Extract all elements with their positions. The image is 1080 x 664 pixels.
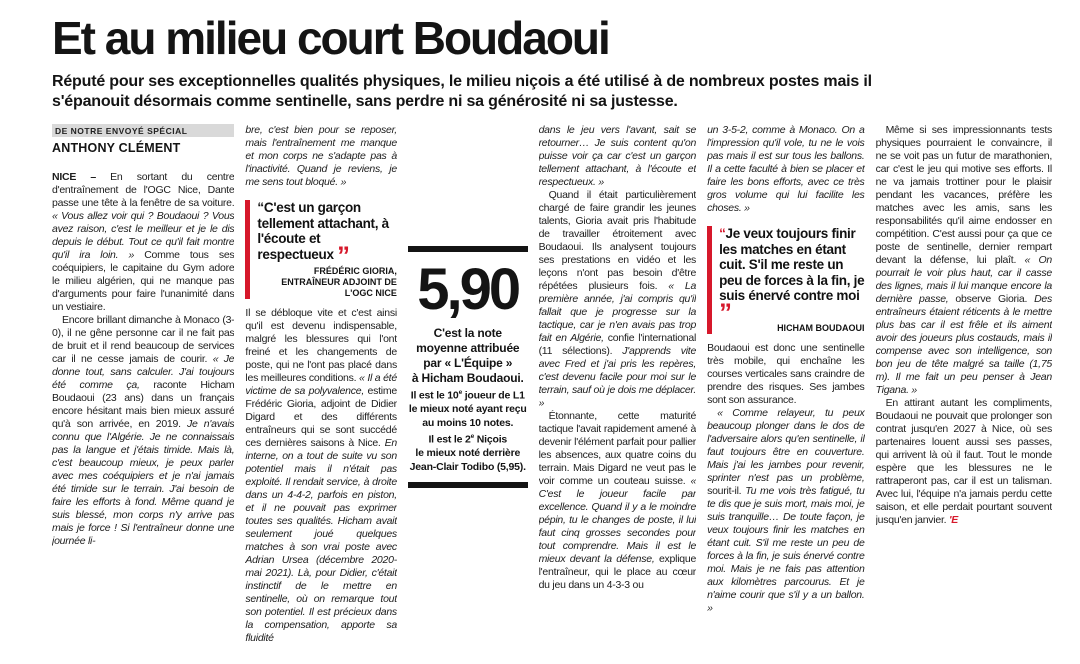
stat-description [408,326,528,474]
paragraph [707,124,865,215]
stat-value: 5,90 [417,257,519,322]
text-segment: En attirant autant les compliments, Boudaoui ne pouvait que prolonger son contrat jusqu'en 2027 à Nice, où ses partenaires louent aussi ses passes, qui arrivent là où il faut. Tout le monde espère que les blessures ne le rattraperont pas, car il est un talisman. Avec lui, l'équipe n'a jamais perdu cette saison, et elle perdait pourtant souvent jusqu'en janvier. [875,397,1052,526]
text-segment: C'est la note [433,326,502,340]
paragraph [408,417,528,431]
text-segment: Des entraîneurs étaient réticents à le mettre plus bas car il est frêle et ils aiment avoir des joueurs plus costauds, mais il compense avec son intelligence, son bon jeu de tête malgré sa taille (1,75 m). Il me fait un peu penser à Jean Tigana. » [875,293,1052,396]
text-segment: Il est le 2 [428,433,471,446]
text-segment: Quand il était particulièrement chargé de faire grandir les jeunes talents, Gioria avait pris l'habitude de travailler étroitement avec Boudaoui. Ils analysent toujours ses prestations en vidéo et les leçons n'ont pas besoin d'être répétées plusieurs fois. [538,189,697,292]
text-segment: Comme tous ses coéquipiers, le capitaine du Gym adore le milieu algérien, qui ne manque pas d'arguments pour faire l'unanimité dans un vestiaire. [52,249,235,313]
text-segment: Je n'avais connu que l'Algérie. Je ne connaissais pas la langue et j'étais timide. Mais là, c'est beaucoup mieux, je peux parler avec mes coéquipiers et je n'ai jamais été timide sur le terrain. J'ai besoin de faire les efforts à fond. Même quand je suis blessé, mon corps n'y arrive pas mais je force ! Si l'entraîneur donne une journée li- [52,418,235,547]
paragraph [408,371,528,386]
text-segment: Il est le 10 [410,389,459,402]
text-segment: NICE – [52,171,111,183]
text-segment: En interne, on a tout de suite vu son potentiel mais il n'était pas exploité. Il rendait service, à droite dans un 4-4-2, parfois en piston, et il ne pouvait pas exprimer toutes ses qualités. Hicham avait seulement joué quelques matches à son vrai poste avec Adrian Ursea (décembre 2020-mai 2021). Là, pour Didier, c'était instinctif de le mettre en sentinelle, où on remarque tout son potentiel. Il est précieux dans la compensation, apporte sa fluidité [245,437,397,644]
paragraph [408,461,528,475]
pull-quote-attribution [719,323,865,334]
column-2-text-top [245,124,397,189]
paragraph [539,124,697,189]
paragraph [876,397,1052,527]
stat-top-rule [408,246,528,252]
text-segment: Encore brillant dimanche à Monaco (3-0), il ne gêne personne car il ne fait pas de bruit et il rend beaucoup de services car il ne cesse jamais de courir. [52,314,235,365]
attribution-role: ENTRAÎNEUR ADJOINT DE L'OGC NICE [281,277,397,298]
paragraph [408,326,528,341]
text-segment: Boudaoui est donc une sentinelle très mobile, qui enchaîne les courses verticales sans craindre de prendre des risques. Ses jambes sont son assurance. [707,342,865,406]
text-segment: “ [257,200,264,215]
pull-quote-boudaoui [707,226,865,334]
column-6-text [876,124,1052,527]
column-2-text-bottom [245,307,397,645]
paragraph [707,407,865,615]
column-1-text [52,171,234,548]
text-segment: Niçois [474,433,508,446]
quote-mark-icon: ” [719,299,731,328]
author-byline: ANTHONY CLÉMENT [52,141,181,155]
text-segment: moyenne attribuée [416,341,520,355]
text-segment: En sortant du centre d'entraînement de l'OGC Nice, Dante passe une tête à la fenêtre de sa voiture. [52,171,235,209]
text-segment: 'E [948,514,958,526]
attribution-name: FRÉDÉRIC GIORIA, [313,266,397,276]
text-segment: Jean-Clair Todibo (5,95). [409,460,526,473]
text-segment: « On pourrait le voir plus haut, car il casse des lignes, mais il lui manque encore la dernière passe, [875,254,1052,305]
pull-quote-attribution [257,266,397,299]
text-segment: bre, c'est bien pour se reposer, mais l'entraînement me manque et mon corps ne s'adapte pas à l'inactivité. Quand je reviens, je me sens tout bloqué. » [245,124,397,188]
paragraph [408,341,528,356]
paragraph [408,403,528,417]
pull-quote-gioria [245,200,397,299]
text-segment: au moins 10 notes. [422,416,514,429]
paragraph [408,386,528,403]
text-segment: le mieux noté ayant reçu [408,403,527,415]
quote-mark-icon: ” [337,242,349,271]
paragraph [408,430,528,447]
column-4 [539,124,697,664]
text-segment: raconte Hicham Boudaoui (23 ans) dans un français encore hésitant mais bien mieux assuré qu'à son arrivée, en 2019. [52,379,235,430]
paragraph [876,124,1052,397]
paragraph [245,124,397,189]
text-segment: observe Gioria. [948,293,1035,305]
text-segment: joueur de L1 [461,389,525,402]
column-1 [52,124,234,664]
text-segment: à Hicham Boudaoui. [411,371,524,385]
text-segment: sourit-il. [707,485,746,497]
text-segment: un 3-5-2, comme à Monaco. On a l'impression qu'il vole, tu ne le vois pas mais il est sur tous les ballons. Il a cette faculté à bien se placer et faire les bons efforts, avec ce très gros volume qui lui facilite les choses. » [707,124,865,214]
column-5 [707,124,865,664]
text-segment: Étonnante, cette maturité tactique l'avait rapidement amené à devenir l'élément parfait pour pallier les absences, aux quatre coins du terrain. Mais Digard ne veut pas le voir comme un couteau suisse. [538,410,697,487]
kicker: DE NOTRE ENVOYÉ SPÉCIAL [52,124,234,137]
column-5-text-bottom [707,342,865,615]
text-segment: « Je donne tout, sans calculer. J'ai toujours été comme ça, [52,353,235,391]
standfirst: Réputé pour ses exceptionnelles qualités physiques, le milieu niçois a été utilisé à de nombreux postes mais il s'épanouit désormais comme sentinelle, sans perdre ni sa générosité ni sa justesse. [52,73,872,110]
text-segment: e [470,433,475,440]
attribution-name: HICHAM BOUDAOUI [777,323,865,333]
text-segment: « C'est le joueur facile par excellence. Quand il y a le moindre pépin, tu le changes de poste, il lui faut cinq grosses secondes pour tout comprendre. Mais il est le mieux devant la défense, [538,475,697,565]
text-segment: explique l'entraîneur, qui le place au cœur du jeu dans un 4-3-3 ou [538,553,697,591]
paragraph [245,307,397,645]
paragraph [408,447,528,461]
column-6 [876,124,1052,664]
paragraph [707,342,865,407]
paragraph [539,189,697,410]
text-segment: « Comme relayeur, tu peux beaucoup plonger dans le dos de l'adversaire alors qu'en sentinelle, il faut toujours être en couverture. Mais j'ai les jambes pour revenir, sprinter n'est pas un problème, [707,407,865,484]
stat-box [408,124,528,664]
text-segment: Je veux toujours finir les matches en étant cuit. S'il me reste un peu de forces à la fin, je suis énervé contre moi [719,226,865,303]
paragraph [52,171,234,314]
text-segment: Même si ses impressionnants tests physiques pourraient le convaincre, il ne se voit pas un futur de marathonien, car c'est le jeu qui motive ses efforts. Il ne va jamais trottiner pour le plaisir pendant les vacances, préfère les matches avec les amis, sans les responsabilités qu'il aime endosser en compétition. C'est aussi pour ça que ce poste de sentinelle, dernier rempart devant la défense, lui plaît. [875,124,1052,266]
paragraph [539,410,697,592]
text-segment: le mieux noté derrière [415,447,521,459]
column-2 [245,124,397,664]
text-segment: « Vous allez voir qui ? Boudaoui ? Vous avez raison, c'est le meilleur et je le dis depuis le début. Tout ce qu'il fait montre qu'il ira loin. » [52,210,235,261]
text-segment: « Il a été victime de sa polyvalence, [245,372,397,397]
column-5-text-top [707,124,865,215]
text-segment: estime Frédéric Gioria, adjoint de Didier Digard et des différents entraîneurs qui se sont succédé ces dernières saisons à Nice. [245,385,397,449]
text-segment: « La première année, j'ai compris qu'il fallait que je progresse sur la tactique, car je n'en avais pas trop fait en Algérie, [538,280,697,344]
text-segment: confie l'international (11 sélections). [538,332,697,357]
stat-bottom-rule [408,482,528,488]
paragraph [408,356,528,371]
text-segment: par « L'Équipe » [423,356,513,370]
text-segment: “ [719,226,726,241]
text-segment: J'apprends vite avec Fred et j'ai pris les repères, c'est devenu facile pour moi sur le terrain, sauf où je dois me déplacer. » [538,345,697,409]
article-columns [52,124,1052,664]
text-segment: Il se débloque vite et c'est ainsi qu'il est devenu indispensable, malgré les blessures qui l'ont freiné et les changements de poste, qui ne l'ont pas placé dans les meilleures conditions. [245,307,397,384]
headline: Et au milieu court Boudaoui [52,12,609,64]
text-segment: Tu me vois très fatigué, tu te dis que je suis mort, mais moi, je suis tranquille… De toute façon, je veux toujours finir les matches en étant cuit. S'il me reste un peu de forces à la fin, je suis énervé contre moi. Mais je ne fais pas attention aux kilomètres parcourus. Et je n'aime courir que s'il y a un ballon. » [707,485,865,614]
column-4-text [539,124,697,592]
text-segment: C'est un garçon tellement attachant, à l'écoute et respectueux [257,200,389,262]
text-segment: dans le jeu vers l'avant, sait se retourner… Je suis content qu'on puisse voir ça car c'est un garçon tellement attachant, à l'écoute et respectueux. » [538,124,697,188]
text-segment: e [458,389,462,396]
paragraph [52,314,234,548]
